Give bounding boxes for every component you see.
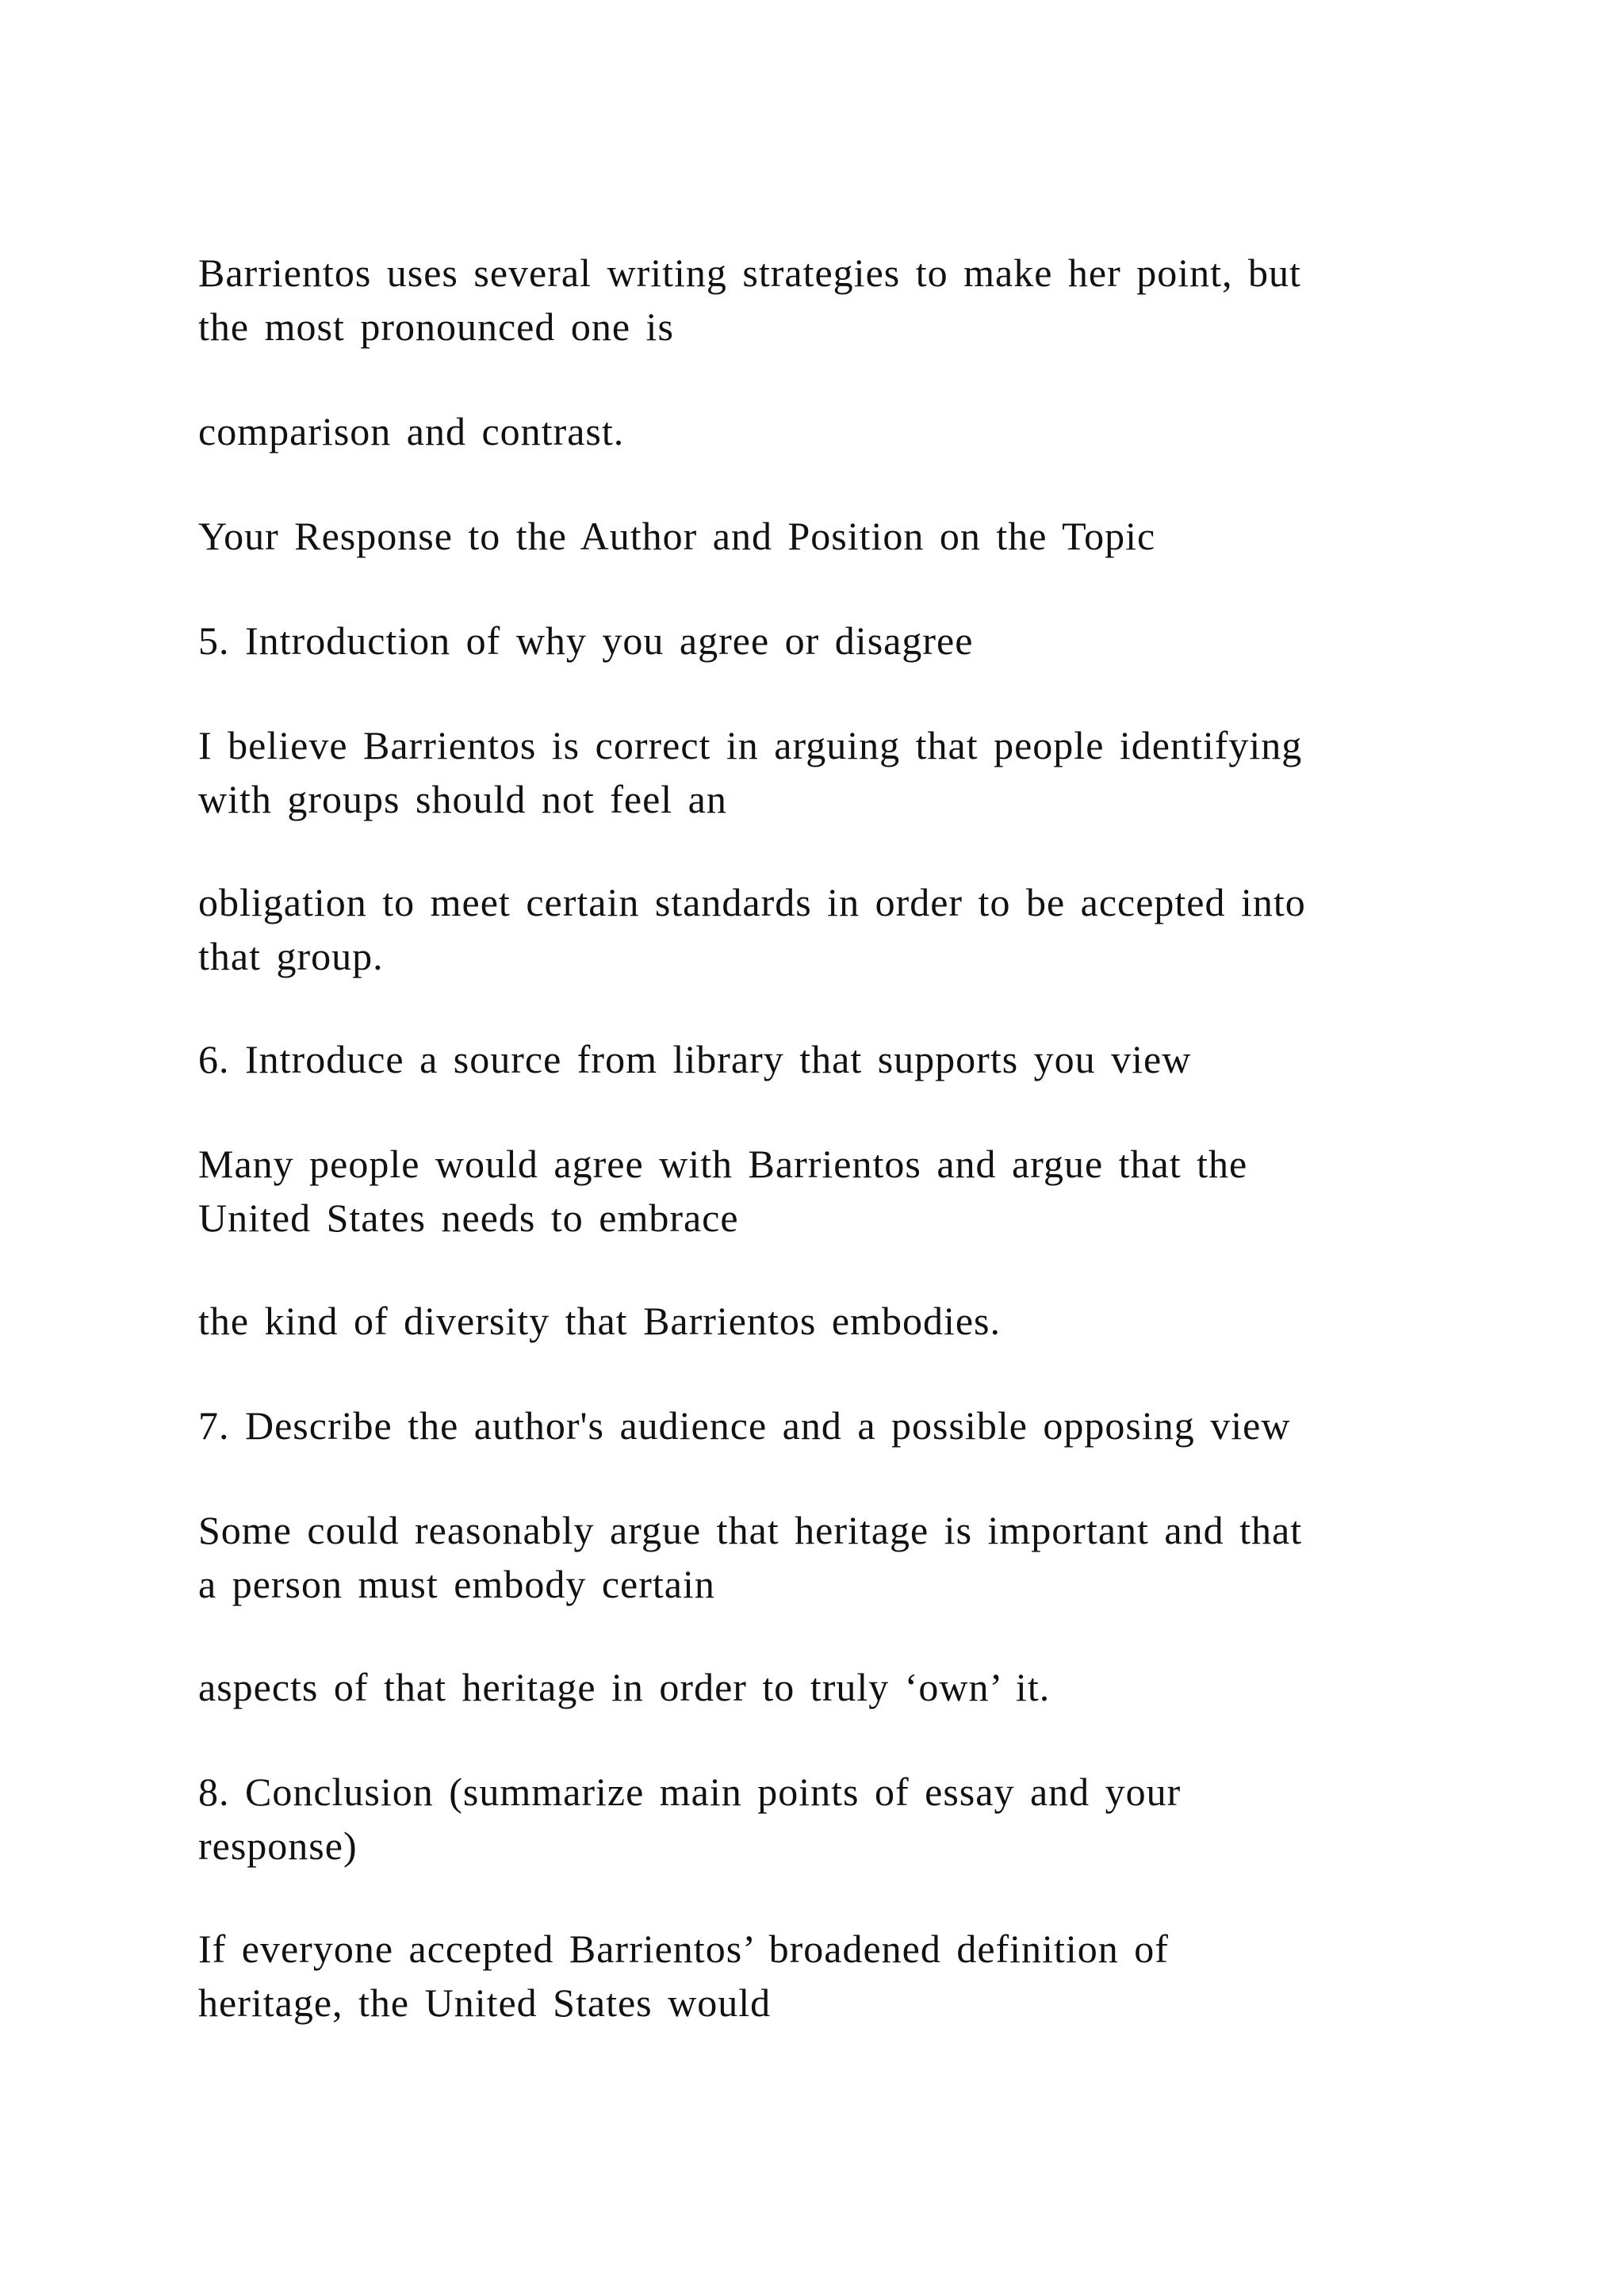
text-line: comparison and contrast. xyxy=(198,409,625,453)
text-line: Barrientos uses several writing strategies to make her point, but xyxy=(198,251,1301,295)
text-line: that group. xyxy=(198,934,384,978)
paragraph-opposing-view xyxy=(198,1503,1435,1611)
text-line: Some could reasonably argue that heritage is important and that xyxy=(198,1508,1303,1552)
text-line: Many people would agree with Barrientos and argue that the xyxy=(198,1142,1248,1186)
paragraph-many-people xyxy=(198,1137,1435,1245)
text-line: heritage, the United States would xyxy=(198,1980,772,2025)
text-line: with groups should not feel an xyxy=(198,777,727,821)
text-line: 7. Describe the author's audience and a possible opposing view xyxy=(198,1403,1291,1448)
text-line: United States needs to embrace xyxy=(198,1196,739,1240)
text-line: I believe Barrientos is correct in arguing that people identifying xyxy=(198,723,1303,767)
text-line: 5. Introduction of why you agree or disagree xyxy=(198,618,974,663)
paragraph-diversity xyxy=(198,1294,1435,1348)
outline-item-5 xyxy=(198,614,1435,668)
text-line: a person must embody certain xyxy=(198,1562,715,1606)
section-heading-response xyxy=(198,509,1435,563)
outline-item-8 xyxy=(198,1765,1435,1873)
text-line: the kind of diversity that Barrientos embodies. xyxy=(198,1299,1001,1343)
paragraph-heritage-aspects xyxy=(198,1660,1435,1714)
paragraph-writing-strategies xyxy=(198,246,1435,354)
text-line: 8. Conclusion (summarize main points of essay and your xyxy=(198,1770,1182,1814)
paragraph-obligation xyxy=(198,875,1435,983)
paragraph-comparison-contrast xyxy=(198,404,1435,458)
text-line: the most pronounced one is xyxy=(198,304,674,349)
text-line: Your Response to the Author and Position on the Topic xyxy=(198,514,1156,558)
text-line: If everyone accepted Barrientos’ broadened definition of xyxy=(198,1927,1169,1971)
text-line: aspects of that heritage in order to truly ‘own’ it. xyxy=(198,1665,1051,1709)
paragraph-belief xyxy=(198,718,1435,826)
paragraph-conclusion xyxy=(198,1922,1435,2030)
outline-item-6 xyxy=(198,1032,1435,1086)
text-line: response) xyxy=(198,1823,358,1868)
text-line: obligation to meet certain standards in order to be accepted into xyxy=(198,880,1306,924)
text-line: 6. Introduce a source from library that supports you view xyxy=(198,1037,1192,1081)
outline-item-7 xyxy=(198,1399,1435,1452)
